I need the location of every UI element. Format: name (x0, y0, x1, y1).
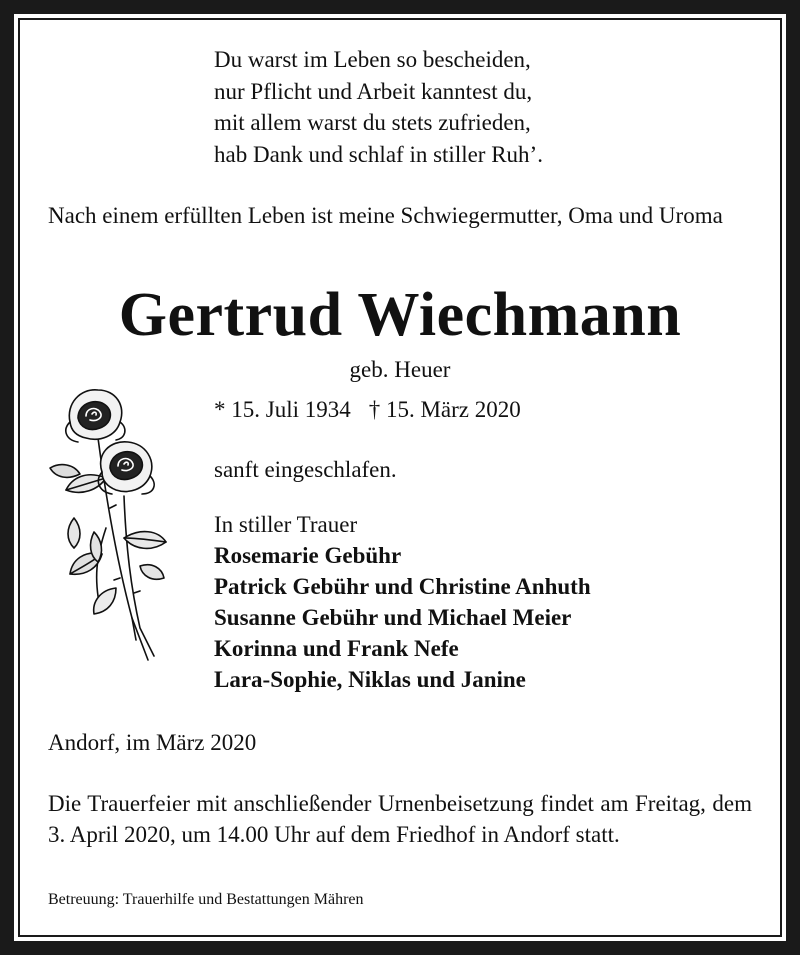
funeral-notice: Die Trauerfeier mit anschließender Urnenbeisetzung findet am Freitag, dem 3. April 2020, um 14.00 Uhr auf dem Friedhof in Andorf statt. (48, 791, 752, 847)
poem-line: mit allem warst du stets zufrieden, (214, 110, 531, 135)
mourners-heading: In stiller Trauer (214, 512, 358, 537)
place-date: Andorf, im März 2020 (48, 730, 257, 755)
intro-text: Nach einem erfüllten Leben ist meine Schwiegermutter, Oma und Uroma (48, 203, 723, 228)
mourner-name: Lara-Sophie, Niklas und Janine (214, 667, 526, 692)
passing-note: sanft eingeschlafen. (214, 457, 397, 482)
mourner-name: Rosemarie Gebühr (214, 543, 402, 568)
death-date: † 15. März 2020 (368, 397, 521, 422)
poem-line: nur Pflicht und Arbeit kanntest du, (214, 78, 533, 104)
life-dates (214, 395, 521, 425)
poem-line: Du warst im Leben so bescheiden, (214, 47, 531, 72)
mourner-name: Korinna und Frank Nefe (214, 636, 459, 661)
roses-icon (36, 378, 176, 668)
mourners (214, 509, 591, 695)
funeral-home-credit: Betreuung: Trauerhilfe und Bestattungen Mähren (48, 891, 364, 908)
poem-line: hab Dank und schlaf in stiller Ruh’. (214, 141, 543, 167)
birth-date: * 15. Juli 1934 (214, 397, 351, 422)
poem (214, 44, 543, 170)
mourner-name: Patrick Gebühr und Christine Anhuth (214, 574, 591, 599)
birth-name: geb. Heuer (349, 357, 451, 382)
mourner-name: Susanne Gebühr und Michael Meier (214, 605, 572, 630)
deceased-name: Gertrud Wiechmann (118, 281, 682, 349)
